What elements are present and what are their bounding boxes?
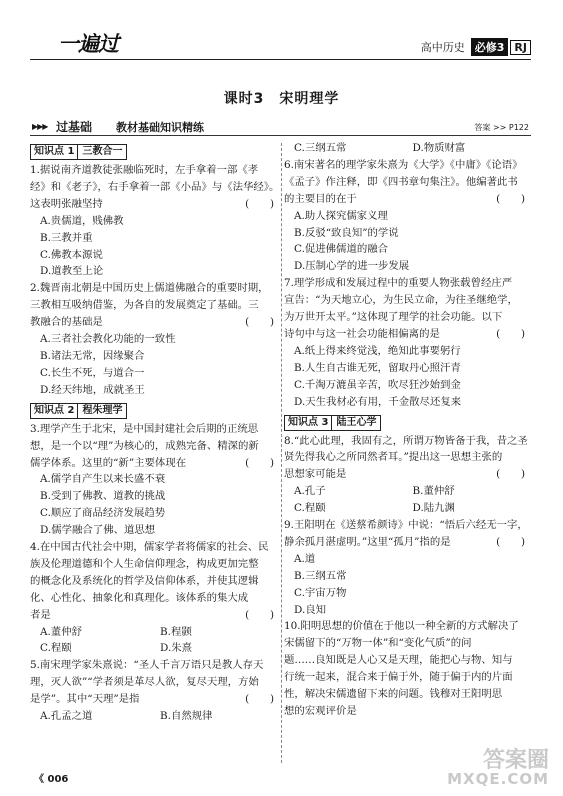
option: B.程颢 [160,625,192,638]
knowledge-point-1: 知识点 1 三教合一 [30,144,127,160]
book-info [421,38,531,56]
option: A.道 [294,552,316,565]
option: C.程颐 [294,502,326,515]
option: D.儒学融合了佛、道思想 [40,524,156,537]
option: C.千淘万漉虽辛苦，吹尽狂沙始到金 [294,378,461,391]
option: D.物质财富 [412,142,466,154]
option: D.道教至上论 [40,265,104,278]
question-10: 10.阳明思想的价值在于他以一种全新的方式解决了 宋儒留下的“万物一体”和“变化气质”的问 题……良知既是人心又是天理，能把心与物、知与 行统一起来，混合来于偏于外，随于偏于内的片面 性，解决宋儒遗留下来的问题。钱穆对王阳明思 想的宏观评价是 [284,620,519,717]
option: B.人生自古谁无死，留取丹心照汗青 [294,361,461,374]
option: D.陆九渊 [412,502,455,515]
question-4: 4.在中国古代社会中期，儒家学者将儒家的社会、民 族及伦理道德和个人生命信仰理念，构成更加完整 的概念化及系统化的哲学及信仰体系，并使其逻辑 化、心性化、抽象化和真理化。该体系的集大成 者是 ( ) A.董仲舒 B.程颢 C.程颐 D.朱熹 [30,539,280,657]
question-6: 6.南宋著名的理学家朱熹为《大学》《中庸》《论语》 《孟子》作注释，即《四书章句集注》。他编著此书 的主要目的在于 ( ) A.助人探究儒家义理 B.反驳“致良知”的学说 C.促进佛儒道的融合 D.压制心学的进一步发展 [284,157,531,275]
option: A.孔孟之道 [40,710,93,723]
option: C.宇宙万物 [294,586,347,599]
option: A.孔子 [294,485,326,498]
knowledge-point-3: 知识点 3 陆王心学 [284,415,381,431]
question-5-continued [284,140,531,157]
subject-label: 高中历史 [420,41,465,54]
book-label: 必修3 [471,38,509,56]
page-header [30,26,531,60]
watermark: 答案圈 MXQE.COM [447,748,549,788]
option: B.三纲五常 [294,569,347,582]
option: B.受到了佛教、道教的挑战 [40,490,166,503]
question-3: 3.理学产生于北宋，是中国封建社会后期的正统思 想，是一个以“理”为核心的，成熟完备、精深的新 儒学体系。这里的“新”主要体现在 ( ) A.儒学自产生以来长盛不衰 B.受到了佛教、道教的挑战 C.顺应了商品经济发展趋势 D.儒学融合了佛、道思想 [30,421,280,539]
option: B.自然规律 [160,710,213,723]
option: B.诸法无常，因缘聚合 [40,349,145,362]
column-divider [281,143,282,763]
lesson-title: 课时3 宋明理学 [223,91,340,107]
question-2: 2.魏晋南北朝是中国历史上儒道佛融合的重要时期， 三教相互吸纳借鉴，为各自的发展奠定了基础。三 教融合的基础是 ( ) A.三者社会教化功能的一致性 B.诸法无常，因缘聚合 C.长生不死，与道合一 D.经天纬地，成就圣王 [30,280,280,398]
option: A.纸上得来终觉浅，绝知此事要躬行 [294,344,461,357]
question-7: 7.理学形成和发展过程中的重要人物张载曾经庄严 宣告：“为天地立心，为生民立命，为往圣继绝学， 为万世开太平。”这体现了理学的社会功能。以下 诗句中与这一社会功能相偏离的是 ( ) A.纸上得来终觉浅，绝知此事要躬行 B.人生自古谁无死，留取丹心照汗青 C.千淘万漉虽辛苦，吹尽狂沙始到金 D.天生我材必有用，千金散尽还复来 [284,275,531,410]
left-column [30,140,280,725]
option: C.程颐 [40,642,72,655]
option: A.董仲舒 [40,625,82,638]
option: D.经天纬地，成就圣王 [40,383,145,396]
option: A.贵儒道，贱佛教 [40,214,124,227]
knowledge-point-2: 知识点 2 程朱理学 [30,403,127,419]
answer-reference: 答案 >> P122 [474,123,529,132]
option: B.反驳“致良知”的学说 [294,226,399,239]
option: A.三者社会教化功能的一致性 [40,333,176,346]
option: B.三教并重 [40,231,93,244]
option: D.良知 [294,603,327,616]
brand-logo: 一遍过 [58,32,118,56]
question-8: 8.“此心此理，我固有之，所谓万物皆备于我，昔之圣 贤先得我心之所同然者耳。”提出这一思想主张的 思想家可能是 ( ) A.孔子 B.董仲舒 C.程颐 D.陆九渊 [284,433,531,518]
question-9: 9.王阳明在《送蔡希颜诗》中说：“悟后六经无一字， 静余孤月湛虚明。”这里“孤月”指的是 ( ) A.道 B.三纲五常 C.宇宙万物 D.良知 [284,517,531,618]
option: C.长生不死，与道合一 [40,366,145,379]
option: D.压制心学的进一步发展 [294,260,410,273]
edition-label: RJ [510,40,531,55]
question-1: 1.据说南齐道教徒张融临死时，左手拿着一部《孝 经》和《老子》，右手拿着一部《小品》与《法华经》。 这表明张融坚持 ( ) A.贵儒道，贱佛教 B.三教并重 C.佛教本源说 D.道教至上论 [30,162,280,280]
option: C.佛教本源说 [40,248,103,261]
option: D.天生我材必有用，千金散尽还复来 [294,395,462,408]
option: B.董仲舒 [412,485,455,498]
page-number: 《 006 [34,774,69,785]
section-bar [30,118,531,136]
right-column [284,140,531,720]
option: A.助人探究儒家义理 [294,209,388,222]
section-subtitle: 教材基础知识精练 [116,121,204,134]
option: C.三纲五常 [294,142,347,154]
option: C.顺应了商品经济发展趋势 [40,507,166,520]
option: D.朱熹 [160,642,193,655]
section-arrows-icon: ▶▶▶ [32,122,48,131]
option: A.儒学自产生以来长盛不衰 [40,473,166,486]
section-name: 过基础 [56,120,93,134]
question-5: 5.南宋理学家朱熹说：“圣人千言万语只是教人存天 理，灭人欲”“学者须是革尽人欲，复尽天理，方始 是学”。其中“天理”是指 ( ) A.孔孟之道 B.自然规律 [30,657,280,725]
option: C.促进佛儒道的融合 [294,243,389,256]
